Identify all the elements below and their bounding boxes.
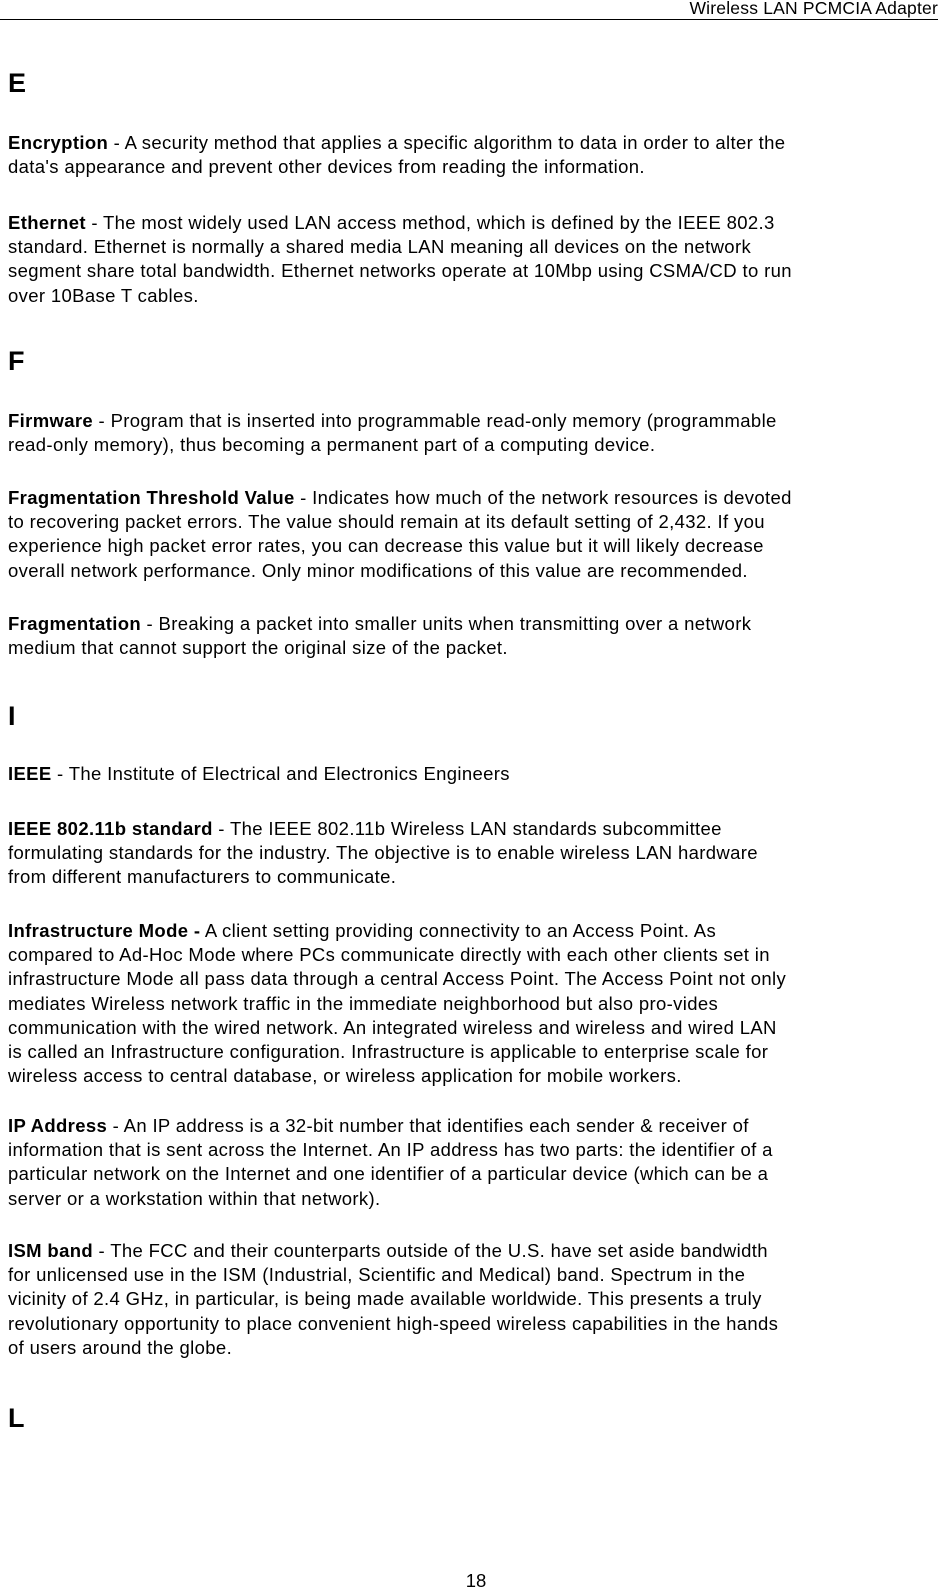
entry-separator: -: [93, 410, 111, 431]
entry-definition-text: communication with the wired network. An integrated wireless and wireless and wired LAN: [8, 1016, 777, 1038]
entry-line: [8, 409, 936, 433]
glossary-entry: [8, 131, 936, 179]
entry-line: [8, 967, 936, 991]
glossary-entry: [8, 409, 936, 457]
entry-line: [8, 841, 936, 865]
entry-definition-text: revolutionary opportunity to place convenient high-speed wireless capabilities in the hands: [8, 1312, 779, 1334]
entry-separator: -: [108, 132, 125, 153]
entry-line: [8, 433, 936, 457]
entry-line: [8, 284, 936, 308]
entry-separator: -: [294, 487, 313, 508]
entry-separator: -: [51, 763, 69, 784]
entry-separator: -: [141, 613, 159, 634]
entry-line: [8, 1040, 936, 1064]
entry-line: [8, 1138, 936, 1162]
entry-line: [8, 131, 936, 155]
entry-definition-text: experience high packet error rates, you can decrease this value but it will likely decrease: [8, 535, 764, 557]
entry-definition-text: Breaking a packet into smaller units when transmitting over a network: [158, 613, 752, 634]
entry-definition-text: A security method that applies a specific algorithm to data in order to alter the: [124, 132, 786, 153]
entry-separator: -: [212, 818, 230, 839]
entry-separator: -: [107, 1115, 124, 1136]
entry-line: [8, 943, 936, 967]
entry-definition-text: is called an Infrastructure configuration. Infrastructure is applicable to enterprise scale for: [8, 1041, 769, 1063]
entry-definition-text: mediates Wireless network traffic in the immediate neighborhood but also pro-vides: [8, 992, 719, 1014]
entry-line: [8, 612, 936, 636]
entry-term: Fragmentation Threshold Value: [8, 487, 295, 508]
entry-definition-text: of users around the globe.: [8, 1336, 233, 1358]
entry-line: [8, 1016, 936, 1040]
entry-line: [8, 155, 936, 179]
entry-line: [8, 235, 936, 259]
entry-separator: -: [93, 1240, 111, 1261]
glossary-entry: [8, 919, 936, 1088]
entry-definition-text: Program that is inserted into programmable read-only memory (programmable: [110, 410, 777, 431]
entry-definition-text: standard. Ethernet is normally a shared media LAN meaning all devices on the network: [8, 236, 752, 258]
glossary-entry: [8, 486, 936, 583]
entry-line: [8, 1287, 936, 1311]
glossary-entry: [8, 762, 936, 786]
entry-line: [8, 534, 936, 558]
header-title: Wireless LAN PCMCIA Adapter: [689, 0, 938, 18]
entry-term: IEEE: [8, 763, 52, 784]
page-header: [0, 0, 938, 20]
entry-line: [8, 1263, 936, 1287]
glossary-entry: [8, 211, 936, 308]
entry-separator: -: [85, 212, 103, 233]
entry-definition-text: An IP address is a 32-bit number that identifies each sender & receiver of: [123, 1115, 749, 1136]
entry-definition-text: for unlicensed use in the ISM (Industrial, Scientific and Medical) band. Spectrum in the: [8, 1264, 746, 1286]
entry-definition-text: Indicates how much of the network resources is devoted: [312, 487, 792, 508]
entry-definition-text: to recovering packet errors. The value should remain at its default setting of 2,432. If you: [8, 511, 765, 533]
entry-line: [8, 817, 936, 841]
entry-term: IP Address: [8, 1115, 108, 1136]
entry-line: [8, 559, 936, 583]
entry-definition-text: formulating standards for the industry. The objective is to enable wireless LAN hardware: [8, 842, 758, 864]
entry-definition-text: infrastructure Mode all pass data through a central Access Point. The Access Point not only: [8, 968, 787, 990]
entry-line: [8, 1336, 936, 1360]
entry-term: IEEE 802.11b standard: [8, 818, 213, 839]
entry-definition-text: The IEEE 802.11b Wireless LAN standards subcommittee: [229, 818, 722, 839]
glossary-entry: [8, 1114, 936, 1211]
entry-definition-text: A client setting providing connectivity to an Access Point. As: [204, 920, 717, 941]
entry-definition-text: The most widely used LAN access method, which is defined by the IEEE 802.3: [103, 212, 775, 233]
entry-definition-text: from different manufacturers to communicate.: [8, 866, 397, 888]
entry-line: [8, 1239, 936, 1263]
entry-line: [8, 1312, 936, 1336]
entry-line: [8, 865, 936, 889]
section-letter: L: [8, 1403, 25, 1433]
section-letter: F: [8, 346, 25, 376]
entry-definition-text: particular network on the Internet and one identifier of a particular device (which can be a: [8, 1163, 769, 1185]
entry-definition-text: segment share total bandwidth. Ethernet networks operate at 10Mbp using CSMA/CD to run: [8, 260, 792, 282]
entry-term: Encryption: [8, 132, 109, 153]
entry-line: [8, 919, 936, 943]
entry-line: [8, 486, 936, 510]
entry-line: [8, 1064, 936, 1088]
entry-definition-text: vicinity of 2.4 GHz, in particular, is being made available worldwide. This presents a truly: [8, 1288, 762, 1310]
entry-term: Infrastructure Mode -: [8, 920, 201, 941]
entry-line: [8, 992, 936, 1016]
entry-term: Firmware: [8, 410, 94, 431]
entry-line: [8, 636, 936, 660]
entry-definition-text: server or a workstation within that network).: [8, 1187, 381, 1209]
entry-line: [8, 762, 936, 786]
section-letter: I: [8, 701, 16, 731]
entry-definition-text: wireless access to central database, or wireless application for mobile workers.: [8, 1065, 682, 1087]
glossary-entry: [8, 612, 936, 660]
entry-line: [8, 211, 936, 235]
entry-line: [8, 510, 936, 534]
entry-term: Fragmentation: [8, 613, 142, 634]
glossary-entry: [8, 1239, 936, 1360]
section-letter: E: [8, 68, 27, 98]
page-number: 18: [465, 1570, 487, 1591]
glossary-entry: [8, 817, 936, 890]
entry-definition-text: The Institute of Electrical and Electronics Engineers: [68, 763, 510, 784]
entry-line: [8, 259, 936, 283]
entry-definition-text: data's appearance and prevent other devices from reading the information.: [8, 156, 645, 178]
entry-definition-text: read-only memory), thus becoming a permanent part of a computing device.: [8, 434, 656, 456]
entry-definition-text: compared to Ad-Hoc Mode where PCs communicate directly with each other clients set in: [8, 944, 770, 966]
entry-definition-text: The FCC and their counterparts outside of the U.S. have set aside bandwidth: [110, 1240, 768, 1261]
entry-line: [8, 1114, 936, 1138]
entry-definition-text: information that is sent across the Internet. An IP address has two parts: the identifier of a: [8, 1139, 773, 1161]
entry-line: [8, 1162, 936, 1186]
entry-term: Ethernet: [8, 212, 86, 233]
entry-definition-text: overall network performance. Only minor modifications of this value are recommended.: [8, 559, 748, 581]
entry-definition-text: over 10Base T cables.: [8, 284, 199, 306]
entry-term: ISM band: [8, 1240, 94, 1261]
entry-line: [8, 1187, 936, 1211]
entry-definition-text: medium that cannot support the original size of the packet.: [8, 637, 508, 659]
